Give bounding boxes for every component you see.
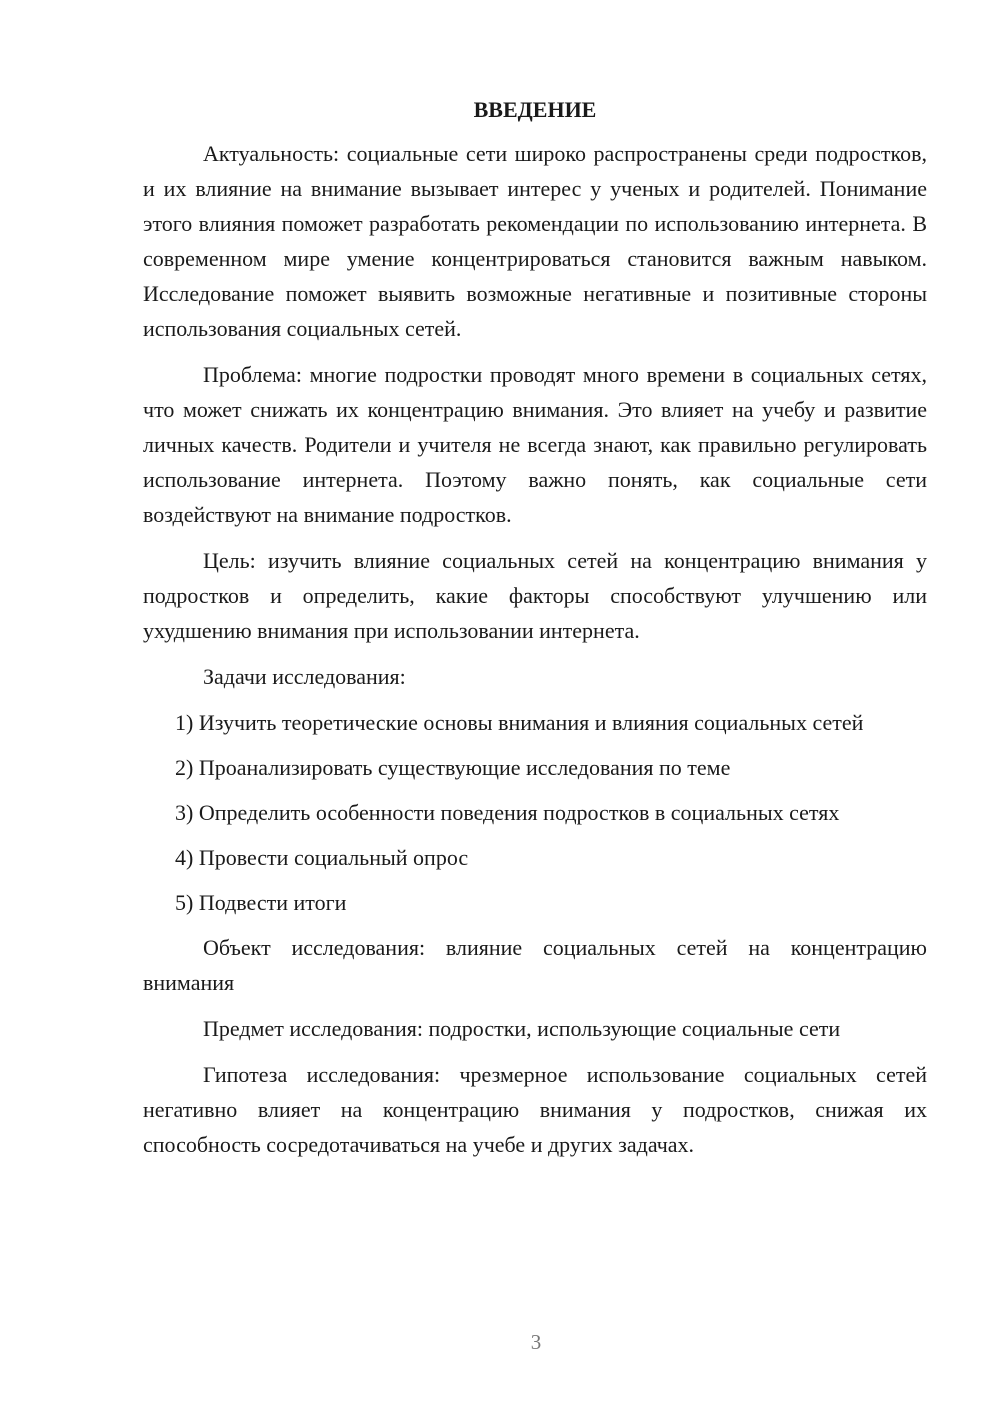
task-item-1: 1) Изучить теоретические основы внимания и влияния социальных сетей (175, 710, 864, 735)
section-title: ВВЕДЕНИЕ (473, 97, 597, 122)
task-item-4: 4) Провести социальный опрос (175, 845, 469, 870)
page-content (143, 92, 927, 1173)
hypothesis-paragraph: Гипотеза исследования: чрезмерное использование социальных сетей негативно влияет на концентрацию внимания у подростков, снижая их способность сосредотачиваться на учебе и других задачах. (143, 1062, 927, 1157)
tasks-heading: Задачи исследования: (203, 664, 406, 689)
object-paragraph: Объект исследования: влияние социальных сетей на концентрацию внимания (143, 935, 927, 995)
problem-paragraph: Проблема: многие подростки проводят много времени в социальных сетях, что может снижать их концентрацию внимания. Это влияет на учебу и развитие личных качеств. Родители и учителя не всегда знают, как правильно регулировать использование интернета. Поэтому важно понять, как социальные сети воздействуют на внимание подростков. (143, 362, 927, 527)
relevance-paragraph: Актуальность: социальные сети широко распространены среди подростков, и их влияние на внимание вызывает интерес у ученых и родителей. Понимание этого влияния поможет разработать рекомендации по использованию интернета. В современном мире умение концентрироваться становится важным навыком. Исследование поможет выявить возможные негативные и позитивные стороны использования социальных сетей. (143, 141, 927, 341)
goal-paragraph: Цель: изучить влияние социальных сетей на концентрацию внимания у подростков и определить, какие факторы способствуют улучшению или ухудшению внимания при использовании интернета. (143, 548, 927, 643)
task-item-3: 3) Определить особенности поведения подростков в социальных сетях (175, 800, 840, 825)
task-item-2: 2) Проанализировать существующие исследования по теме (175, 755, 731, 780)
page-number: 3 (530, 1330, 542, 1354)
task-item-5: 5) Подвести итоги (175, 890, 347, 915)
subject-paragraph: Предмет исследования: подростки, использующие социальные сети (203, 1016, 841, 1041)
